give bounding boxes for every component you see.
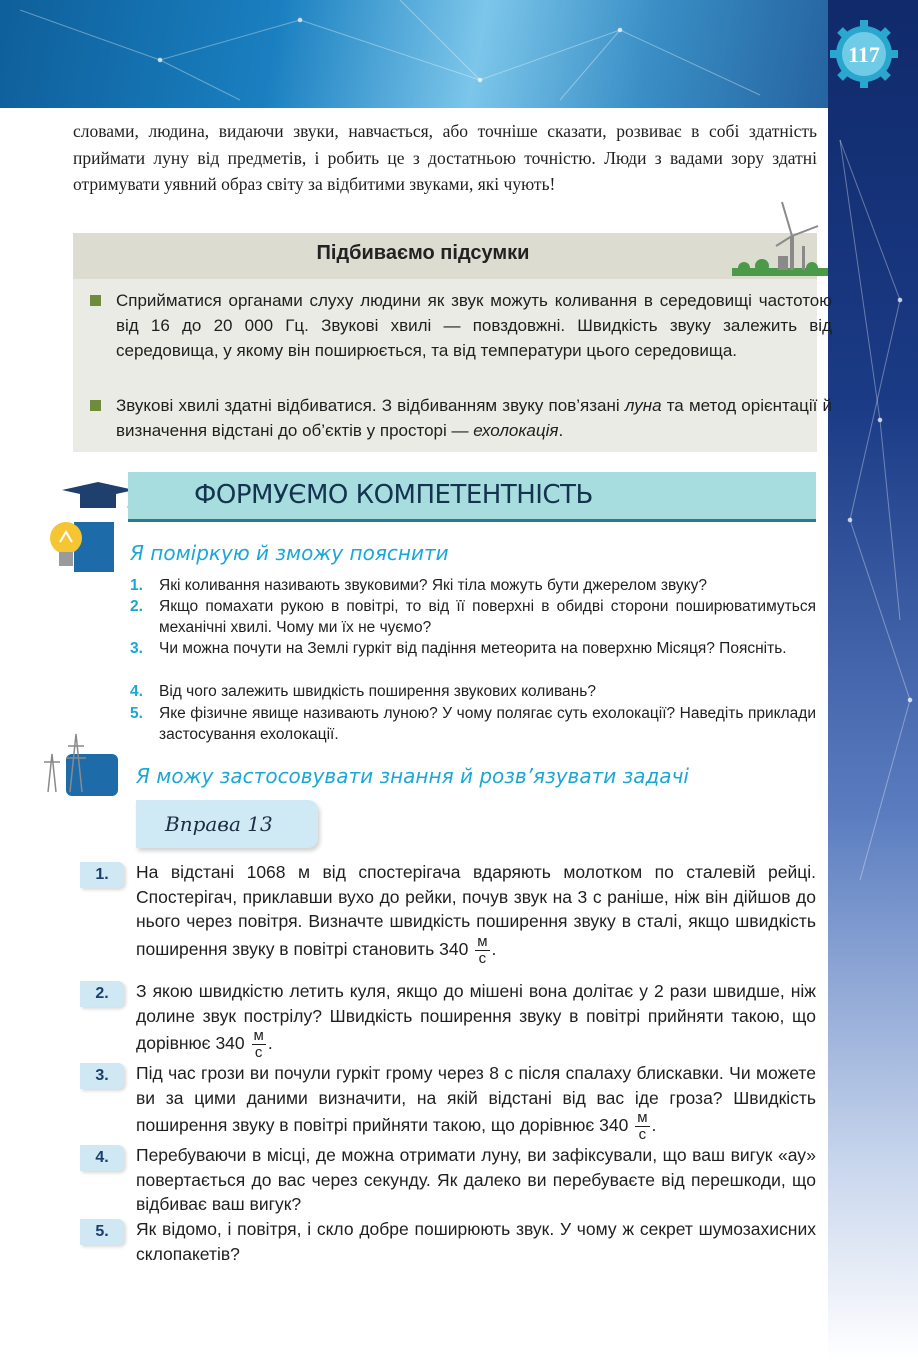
question-number: 2. — [130, 598, 143, 615]
task-number: 1. — [80, 862, 124, 888]
exercise-label: Вправа 13 — [165, 812, 273, 836]
question-text: Якщо помахати рукою в повітрі, то від її поверхні в обидві сторони поширюватимуться механічні хвилі. Чому ми їх не чуємо? — [159, 598, 816, 636]
unit-denominator: с — [254, 1044, 263, 1061]
question-item — [130, 576, 816, 597]
question-item — [130, 597, 816, 638]
question-number: 4. — [130, 683, 143, 700]
question-number: 1. — [130, 577, 143, 594]
intro-paragraph: словами, людина, видаючи звуки, навчається, або точніше сказати, розвиває в собі здатність приймати луну від предметів, і робить це з достатньою точністю. Люди з вадами зору здатні отримувати уявний образ світу за відбитими звуками, які чують! — [73, 121, 817, 194]
question-number: 5. — [130, 705, 143, 722]
explain-heading: Я поміркую й зможу пояснити — [130, 541, 449, 565]
unit-fraction — [252, 1028, 266, 1061]
task-text-end: . — [491, 938, 497, 959]
term-echo: луна — [624, 396, 662, 415]
unit-numerator: м — [477, 932, 488, 950]
question-text: Які коливання називають звуковими? Які тіла можуть бути джерелом звуку? — [159, 577, 707, 594]
question-text: Яке фізичне явище називають луною? У чому полягає суть ехолокації? Наведіть приклади застосування ехолокації. — [159, 705, 816, 743]
question-item — [130, 639, 816, 660]
task-text: На відстані 1068 м від спостерігача вдаряють молотком по сталевій рейці. Спостерігач, приклавши вухо до рейки, почув звук на 3 с раніше, ніж він дійшов до нього через повітря. Визначте швидкість поширення звуку в сталі, якщо швидкість поширення звуку в повітрі становить 340 — [136, 862, 816, 959]
summary-item-text: та метод орієнтації й визначення відстані до об’єктів у просторі — — [116, 396, 833, 440]
question-item — [130, 682, 816, 703]
task-text: Як відомо, і повітря, і скло добре поширюють звук. У чому ж секрет шумозахисних склопакетів? — [136, 1219, 816, 1264]
task-item — [80, 1061, 816, 1143]
summary-item-text: Сприйматися органами слуху людини як звук можуть коливання в середовищі частотою від 16 до 20 000 Гц. Звукові хвилі — повздовжні. Швидкість звуку залежить від середовища, у якому він поширюється, та від температури цього середовища. — [116, 291, 832, 360]
competence-title: ФОРМУЄМО КОМПЕТЕНТНІСТЬ — [194, 480, 593, 510]
task-item — [80, 1143, 816, 1217]
term-echolocation: ехолокація — [473, 421, 559, 440]
task-item — [80, 860, 816, 967]
apply-heading: Я можу застосовувати знання й розв’язувати задачі — [136, 764, 689, 788]
task-text: Під час грози ви почули гуркіт грому через 8 с після спалаху блискавки. Чи можете ви за цими даними визначити, на якій відстані від вас іде гроза? Швидкість поширення звуку в повітрі прийняти такою, що дорівнює 340 — [136, 1063, 816, 1136]
task-text-end: . — [651, 1115, 657, 1136]
question-item — [130, 704, 816, 745]
summary-title: Підбиваємо підсумки — [316, 242, 530, 264]
task-number: 4. — [80, 1145, 124, 1171]
question-number: 3. — [130, 640, 143, 657]
task-number: 3. — [80, 1063, 124, 1089]
unit-denominator: с — [638, 1126, 647, 1143]
task-text: З якою швидкістю летить куля, якщо до мішені вона долітає у 2 рази швидше, ніж долине звук пострілу? Швидкість поширення звуку в повітрі прийняти такою, що дорівнює 340 — [136, 981, 816, 1054]
unit-numerator: м — [253, 1027, 264, 1044]
unit-denominator: с — [478, 949, 487, 967]
task-text-end: . — [267, 1033, 273, 1054]
summary-item — [90, 393, 832, 443]
bullet-square-icon — [90, 295, 101, 306]
task-number: 2. — [80, 981, 124, 1007]
task-item — [80, 1217, 816, 1266]
unit-fraction — [635, 1110, 649, 1143]
summary-item — [90, 288, 832, 363]
task-item — [80, 979, 816, 1061]
wind-turbine-icon — [732, 196, 828, 280]
summary-item-text: . — [558, 421, 564, 440]
summary-item-text: Звукові хвилі здатні відбиватися. З відбиванням звуку пов’язані — [116, 396, 625, 415]
question-text: Чи можна почути на Землі гуркіт від падіння метеорита на поверхню Місяця? Поясніть. — [159, 640, 787, 657]
page-number: 117 — [848, 42, 880, 67]
question-text: Від чого залежить швидкість поширення звукових коливань? — [159, 683, 596, 700]
unit-numerator: м — [637, 1109, 648, 1126]
unit-fraction — [475, 934, 489, 967]
task-number: 5. — [80, 1219, 124, 1245]
power-tower-icon — [40, 732, 120, 798]
bullet-square-icon — [90, 400, 101, 411]
task-text: Перебуваючи в місці, де можна отримати луну, ви зафіксували, що ваш вигук «ау» повертається до вас через секунду. Як далеко ви перебуваєте від перешкоди, що відбиває ваш вигук? — [136, 1145, 816, 1214]
light-bulb-icon — [46, 514, 118, 576]
